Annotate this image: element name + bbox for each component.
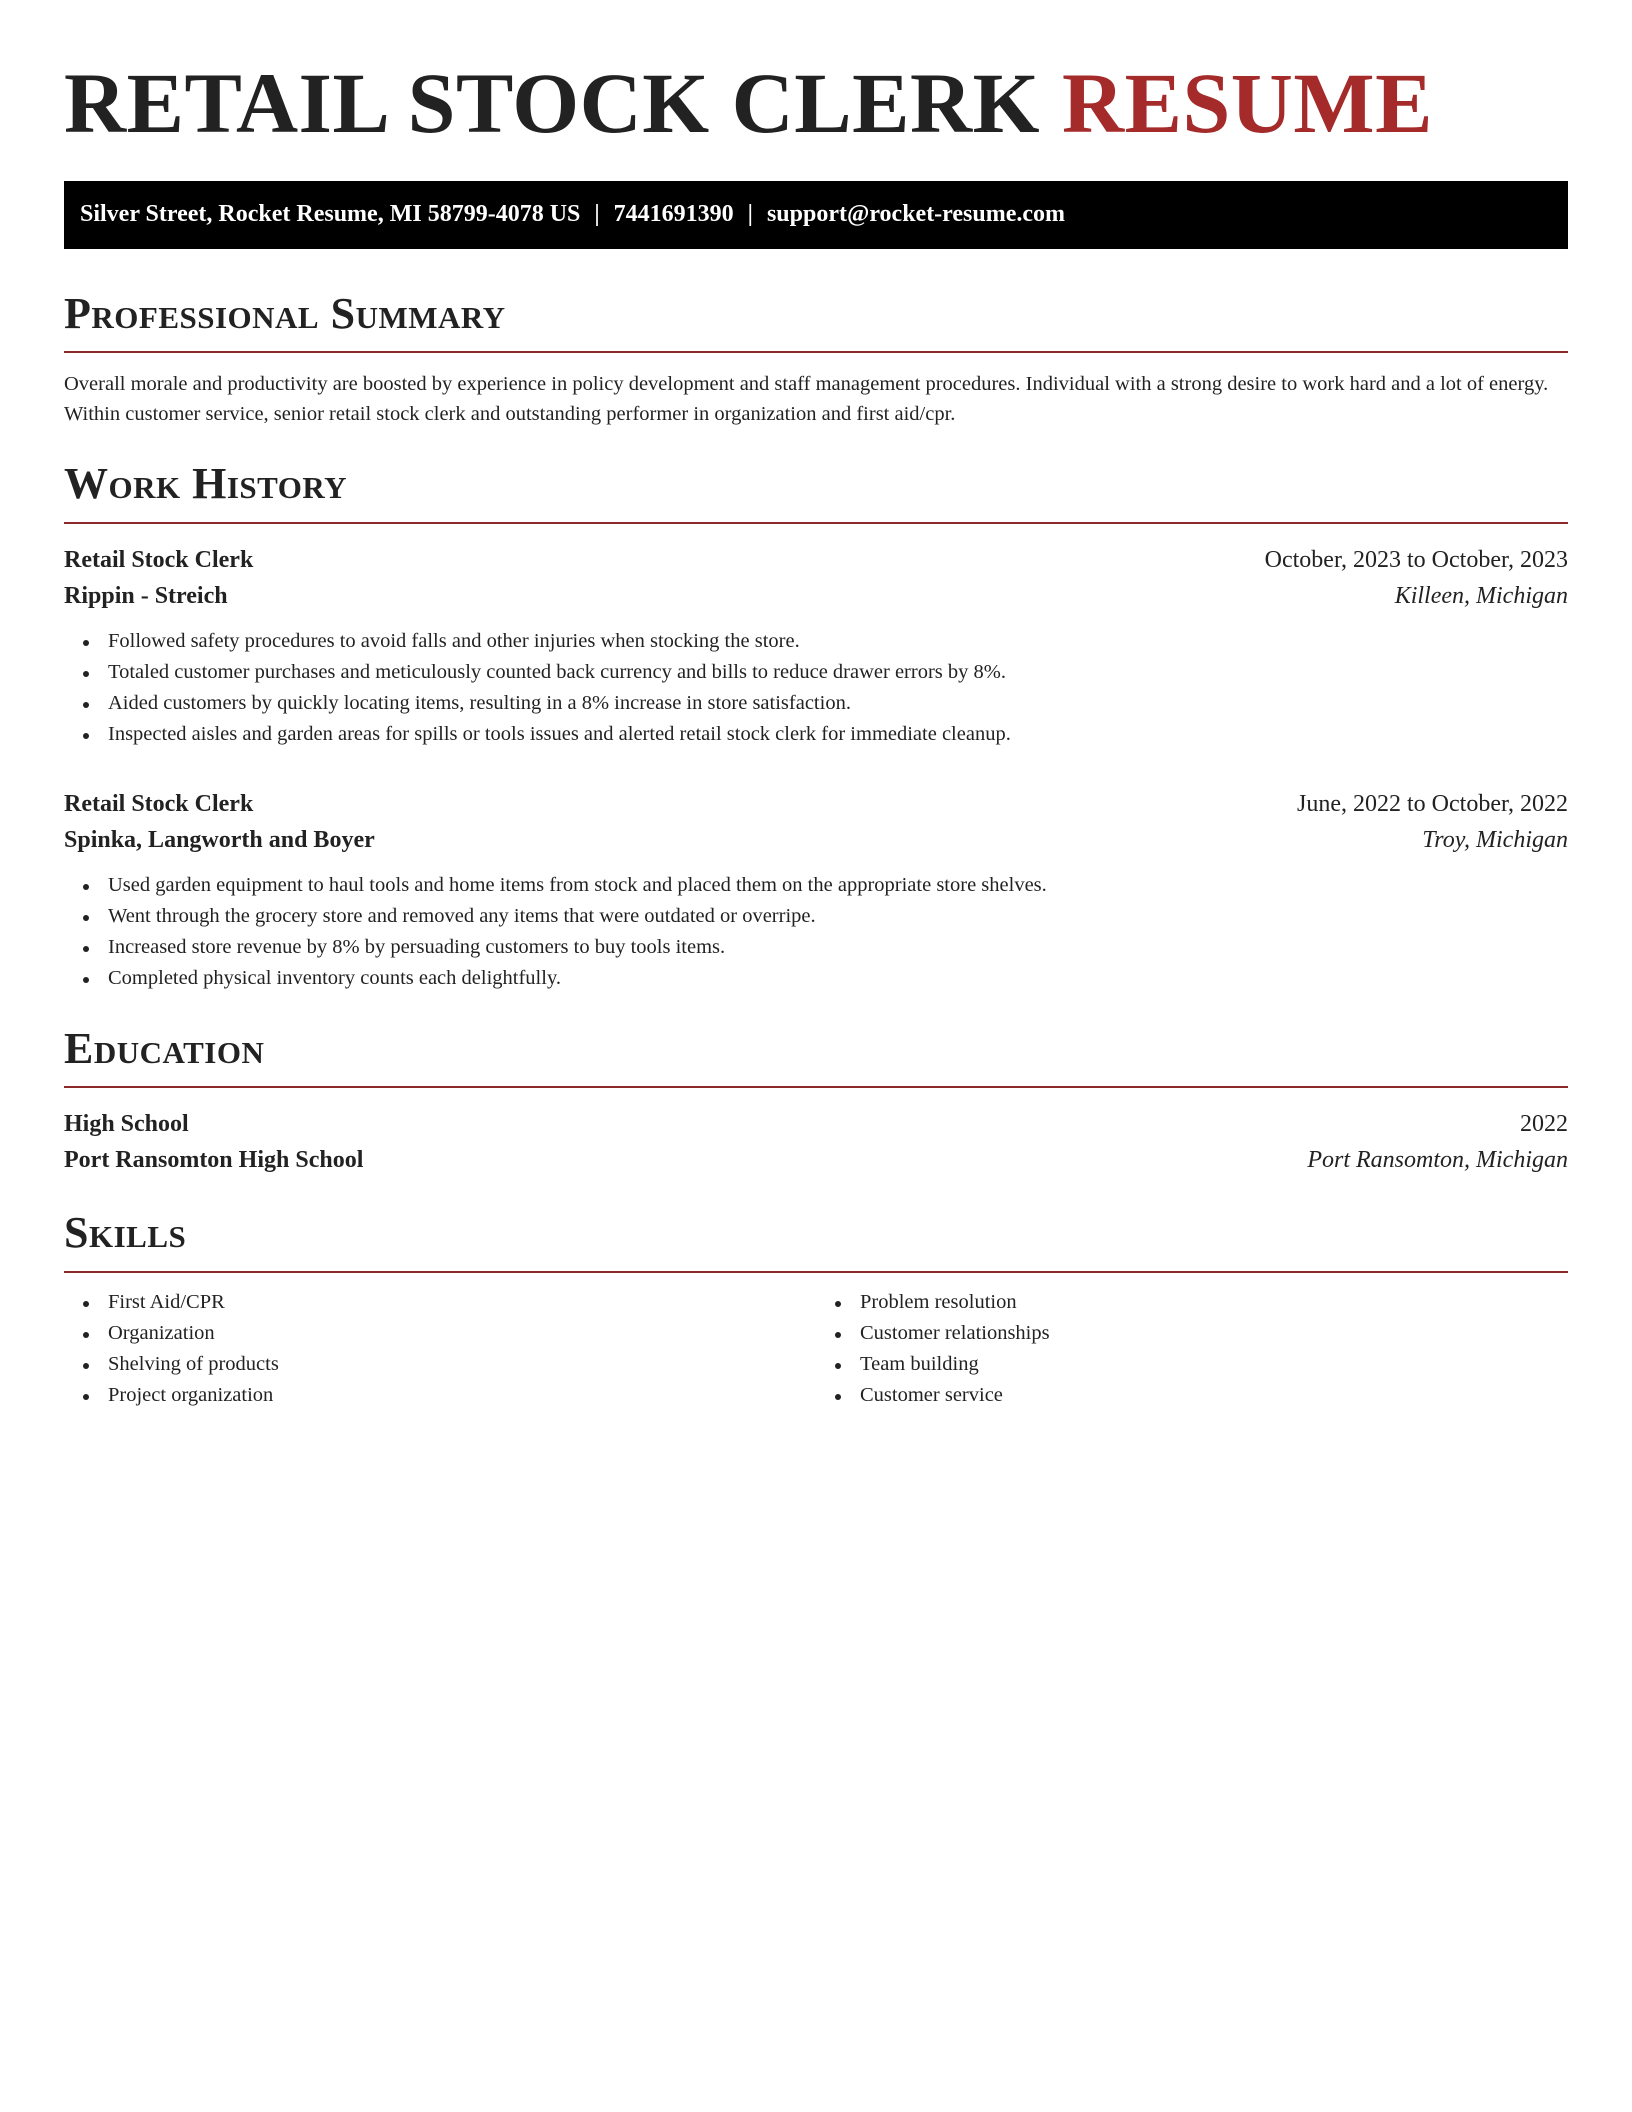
skill-item: Customer service: [832, 1380, 1568, 1411]
job-location: Troy, Michigan: [1422, 826, 1568, 853]
resume-title: [64, 56, 1568, 151]
job-entry: [64, 786, 1568, 994]
job-company-row: [64, 822, 1568, 858]
job-bullet: Inspected aisles and garden areas for spills or tools issues and alerted retail stock clerk for immediate cleanup.: [80, 719, 1568, 750]
skill-item: Problem resolution: [832, 1287, 1568, 1318]
work-history-section: [64, 459, 1568, 994]
job-location: Killeen, Michigan: [1394, 582, 1568, 609]
job-title: Retail Stock Clerk: [64, 790, 254, 817]
skills-list: [816, 1287, 1568, 1411]
contact-email: support@rocket-resume.com: [766, 201, 1066, 228]
job-entry: [64, 542, 1568, 750]
education-degree: High School: [64, 1111, 189, 1138]
education-heading: Education: [64, 1024, 1568, 1089]
job-company: Spinka, Langworth and Boyer: [64, 826, 375, 853]
title-main: RETAIL STOCK CLERK: [64, 55, 1040, 151]
job-bullet: Used garden equipment to haul tools and home items from stock and placed them on the appropriate store shelves.: [80, 870, 1568, 901]
contact-separator: |: [594, 201, 600, 228]
education-school-row: [64, 1142, 1568, 1178]
skill-item: Team building: [832, 1349, 1568, 1380]
job-title-row: [64, 786, 1568, 822]
job-title: Retail Stock Clerk: [64, 546, 254, 573]
job-bullet: Totaled customer purchases and meticulously counted back currency and bills to reduce drawer errors by 8%.: [80, 657, 1568, 688]
job-bullets: [64, 870, 1568, 994]
skill-item: First Aid/CPR: [80, 1287, 816, 1318]
skills-column-right: [816, 1287, 1568, 1411]
skill-item: Shelving of products: [80, 1349, 816, 1380]
education-location: Port Ransomton, Michigan: [1307, 1147, 1568, 1174]
summary-heading: Professional Summary: [64, 289, 1568, 354]
contact-phone: 7441691390: [613, 201, 734, 228]
skills-heading: Skills: [64, 1208, 1568, 1273]
skills-column-left: [64, 1287, 816, 1411]
job-company: Rippin - Streich: [64, 582, 228, 609]
job-bullet: Aided customers by quickly locating items, resulting in a 8% increase in store satisfaction.: [80, 688, 1568, 719]
job-bullet: Followed safety procedures to avoid falls and other injuries when stocking the store.: [80, 626, 1568, 657]
job-bullet: Went through the grocery store and removed any items that were outdated or overripe.: [80, 901, 1568, 932]
title-accent: RESUME: [1062, 55, 1433, 151]
contact-bar: [64, 181, 1568, 249]
education-degree-row: [64, 1106, 1568, 1142]
skill-item: Customer relationships: [832, 1318, 1568, 1349]
contact-address: Silver Street, Rocket Resume, MI 58799-4078 US: [80, 201, 581, 228]
education-school: Port Ransomton High School: [64, 1147, 364, 1174]
education-year: 2022: [1520, 1111, 1568, 1138]
skill-item: Project organization: [80, 1380, 816, 1411]
job-bullet: Increased store revenue by 8% by persuading customers to buy tools items.: [80, 932, 1568, 963]
skills-section: [64, 1208, 1568, 1411]
summary-text: Overall morale and productivity are boosted by experience in policy development and staff management procedures. Individual with a strong desire to work hard and a lot of energy. Within customer service, senior retail stock clerk and outstanding performer in organization and first aid/cpr.: [64, 373, 1549, 426]
job-title-row: [64, 542, 1568, 578]
job-company-row: [64, 578, 1568, 614]
work-history-heading: Work History: [64, 459, 1568, 524]
job-bullet: Completed physical inventory counts each delightfully.: [80, 963, 1568, 994]
job-bullets: [64, 626, 1568, 750]
summary-section: [64, 289, 1568, 430]
skills-list: [64, 1287, 816, 1411]
skills-grid: [64, 1287, 1568, 1411]
education-entry: [64, 1106, 1568, 1178]
skill-item: Organization: [80, 1318, 816, 1349]
education-section: [64, 1024, 1568, 1179]
contact-separator: |: [747, 201, 753, 228]
job-dates: June, 2022 to October, 2022: [1297, 790, 1568, 817]
job-dates: October, 2023 to October, 2023: [1264, 546, 1568, 573]
